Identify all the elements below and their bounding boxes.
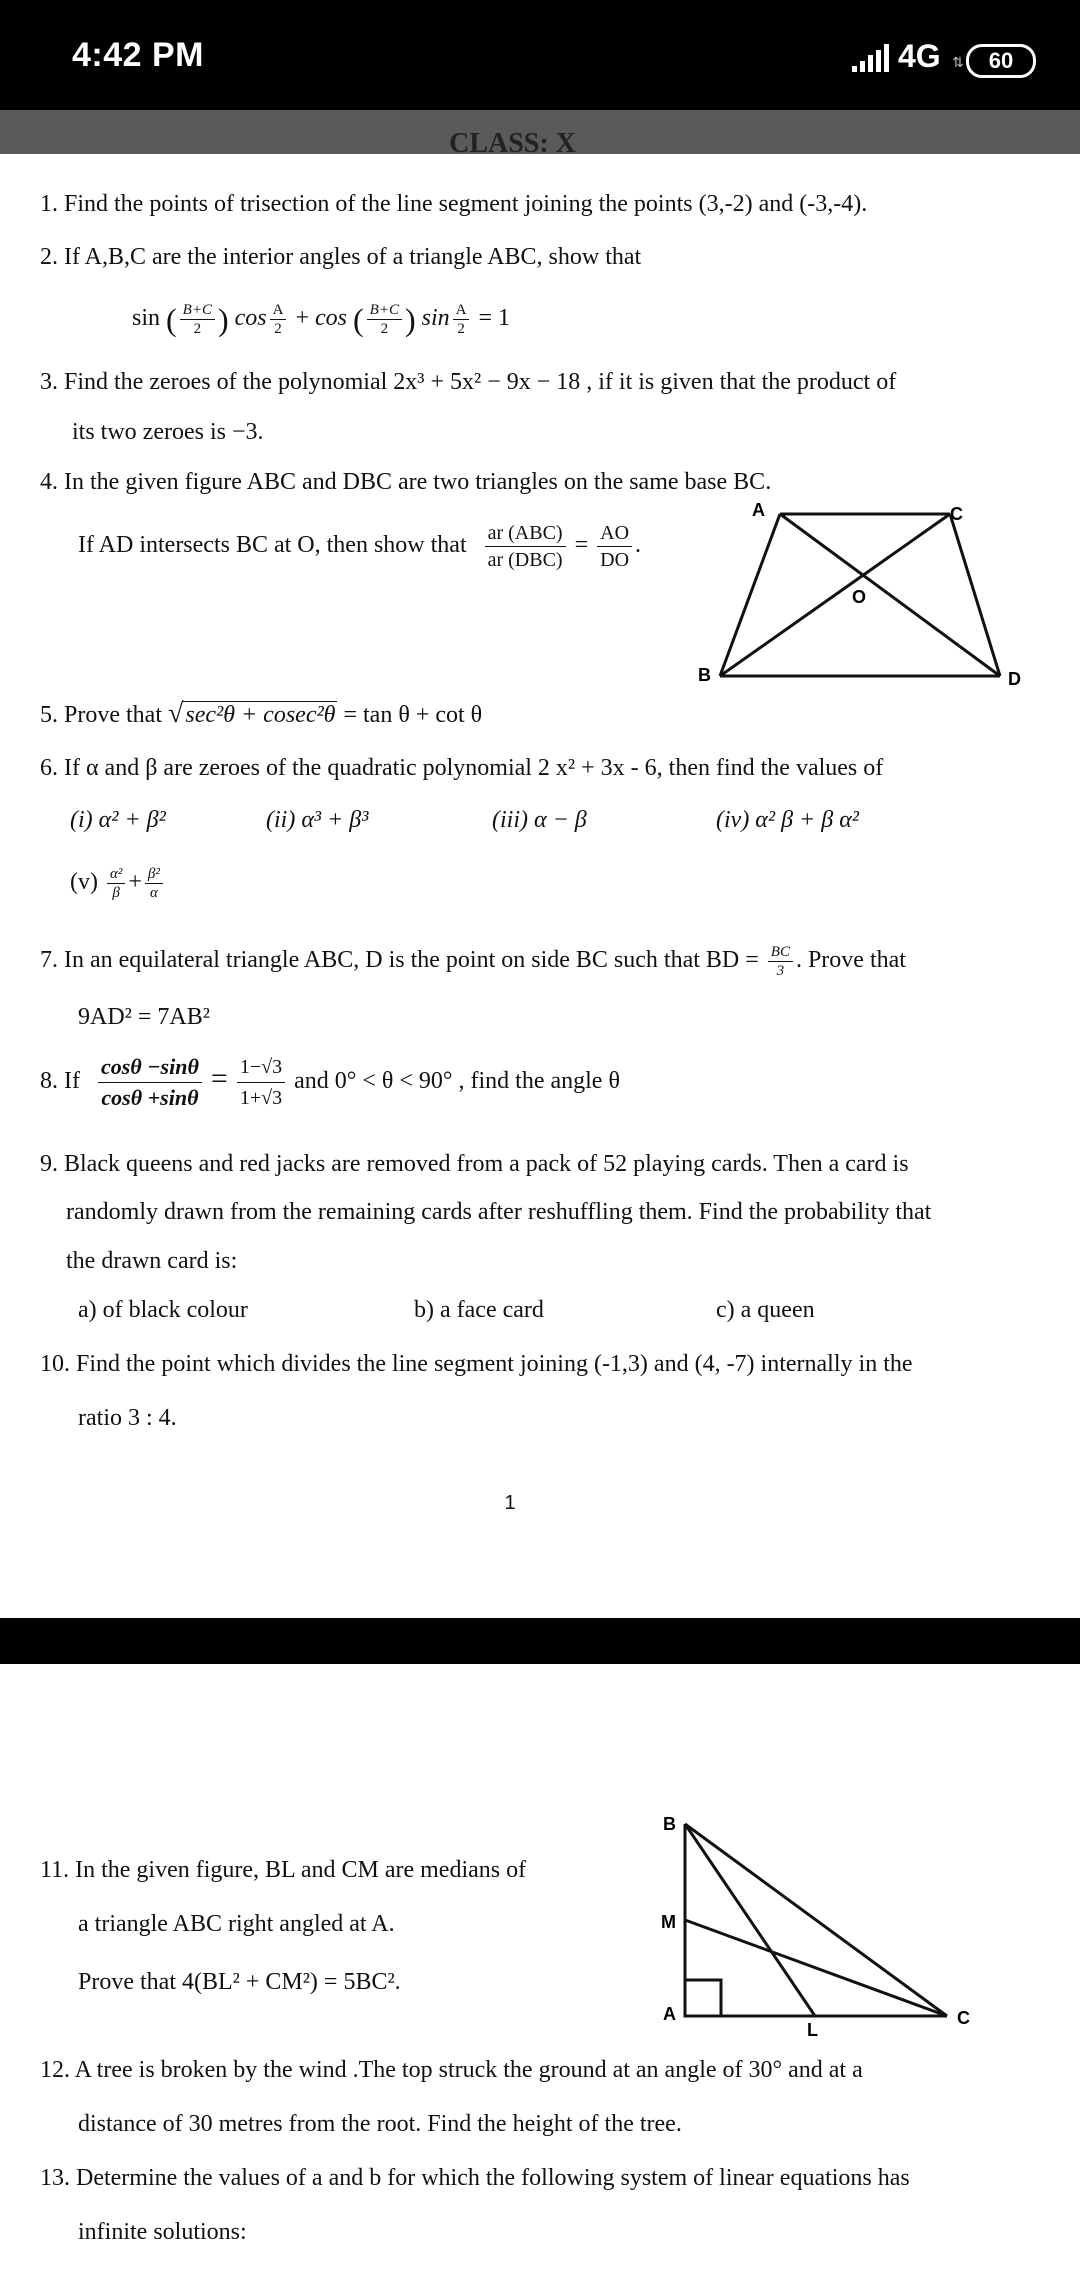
q6-part-i: (i) α² + β² — [70, 807, 166, 833]
q8-right-den: 1+√3 — [239, 1086, 283, 1109]
two-den-4: 2 — [457, 320, 465, 337]
question-13-line-2: infinite solutions: — [78, 2219, 247, 2245]
segment-cd — [950, 514, 1000, 676]
label-c-2: C — [957, 2008, 970, 2028]
question-4-text: If AD intersects BC at O, then show that — [78, 532, 467, 559]
q8-tail: and 0° < θ < 90° , find the angle θ — [294, 1068, 620, 1094]
bc-num-2: B+C — [367, 301, 402, 320]
median-cm — [685, 1920, 947, 2016]
segment-bc — [720, 514, 950, 676]
question-6: 6. If α and β are zeroes of the quadratic polynomial 2 x² + 3x - 6, then find the values of — [40, 755, 884, 781]
question-12-line-1: 12. A tree is broken by the wind .The top struck the ground at an angle of 30° and at a — [40, 2057, 863, 2083]
figure-right-triangle — [655, 1810, 985, 2040]
question-4-line-1: 4. In the given figure ABC and DBC are two triangles on the same base BC. — [40, 469, 772, 495]
ratio-den: ar (DBC) — [487, 549, 563, 571]
label-a: A — [752, 500, 765, 520]
q8-text: 8. If — [40, 1068, 80, 1094]
question-10-line-1: 10. Find the point which divides the line segment joining (-1,3) and (4, -7) internally in the — [40, 1351, 913, 1377]
two-den-3: 2 — [380, 320, 389, 337]
page-separator — [0, 1618, 1080, 1664]
q9-option-a: a) of black colour — [78, 1297, 248, 1323]
question-11-line-2: a triangle ABC right angled at A. — [78, 1911, 395, 1937]
label-a-2: A — [663, 2004, 676, 2024]
q5-radicand: sec²θ + cosec²θ — [185, 702, 336, 728]
q6-v-plus: + — [128, 869, 142, 895]
label-l: L — [807, 2020, 818, 2040]
q6-part-v — [70, 860, 166, 904]
equals-one: = 1 — [478, 305, 511, 331]
q7-text: 7. In an equilateral triangle ABC, D is the point on side BC such that BD = — [40, 947, 759, 973]
a-num-2: A — [453, 301, 470, 320]
q7-frac-den: 3 — [776, 962, 785, 979]
segment-ad — [780, 514, 1000, 676]
label-c: C — [950, 504, 963, 524]
q7-tail: . Prove that — [795, 947, 906, 973]
label-m: M — [661, 1912, 676, 1932]
q6-v-a-num: α² — [107, 865, 125, 884]
question-5-text: 5. Prove that — [40, 702, 162, 728]
cos-text-2: cos — [315, 305, 348, 331]
ratio-equals: = — [574, 532, 589, 559]
q6-part-iii: (iii) α − β — [492, 807, 587, 833]
q8-left-den: cosθ +sinθ — [101, 1084, 199, 1110]
question-9-line-1: 9. Black queens and red jacks are removed from a pack of 52 playing cards. Then a card is — [40, 1151, 909, 1177]
question-13-line-1: 13. Determine the values of a and b for which the following system of linear equations has — [40, 2165, 910, 2191]
question-4-line-2: If AD intersects BC at O, then show that $\frac{\text{ar (ABC)}}{\text{ar (DBC)}}$ = $\frac{AO}{DO}$ . — [78, 522, 642, 571]
label-o: O — [852, 587, 867, 607]
question-11-line-3: Prove that 4(BL² + CM²) = 5BC². — [78, 1969, 401, 1995]
sin-text: sin — [132, 305, 161, 331]
sin-text-2: sin — [421, 305, 450, 331]
bc-num: B+C — [180, 301, 215, 320]
q6-v-a-den: β — [112, 884, 120, 901]
question-9-line-3: the drawn card is: — [66, 1248, 238, 1274]
segment-ab — [720, 514, 780, 676]
network-type: 4G — [898, 38, 941, 74]
a-num: A — [270, 301, 287, 320]
plus-sign: + — [295, 305, 310, 331]
question-3-line-1: 3. Find the zeroes of the polynomial 2x³ + 5x² − 9x − 18 , if it is given that the product of — [40, 369, 897, 395]
q8-equals: = — [210, 1062, 228, 1095]
q6-part-iv: (iv) α² β + β α² — [716, 807, 859, 833]
question-2: 2. If A,B,C are the interior angles of a triangle ABC, show that — [40, 244, 642, 270]
question-9-line-2: randomly drawn from the remaining cards after reshuffling them. Find the probability that — [66, 1199, 932, 1225]
q8-left-num: cosθ −sinθ — [98, 1052, 202, 1083]
class-label: CLASS: X — [449, 128, 576, 159]
right-angle-mark — [685, 1980, 721, 2016]
two-den-2: 2 — [274, 320, 282, 337]
question-5: 5. Prove that √sec²θ + cosec²θ = tan θ + cot θ — [40, 698, 483, 729]
label-b-2: B — [663, 1814, 676, 1834]
q8-right-num: 1−√3 — [237, 1052, 285, 1083]
cos-text: cos — [234, 305, 267, 331]
status-time: 4:42 PM — [72, 36, 204, 74]
question-3-line-2: its two zeroes is −3. — [72, 419, 264, 445]
question-1: 1. Find the points of trisection of the line segment joining the points (3,-2) and (-3,-4). — [40, 191, 868, 217]
question-2-equation: sin ( $\frac{B+C}{2}$ ) cos $\frac{A}{2}$ + cos ( $\frac{B+C}{2}$ ) sin $\frac{A}{2}$ = 1 — [132, 301, 511, 338]
question-7-line-1 — [40, 940, 906, 980]
q6-v-b-den: α — [149, 884, 158, 901]
ratio-num: ar (ABC) — [485, 520, 566, 547]
question-12-line-2: distance of 30 metres from the root. Find the height of the tree. — [78, 2111, 682, 2137]
ao-num: AO — [597, 520, 632, 547]
q9-option-b: b) a face card — [414, 1297, 544, 1323]
q6-part-ii: (ii) α³ + β³ — [266, 807, 369, 833]
signal-icon — [852, 44, 892, 72]
question-11-line-1: 11. In the given figure, BL and CM are medians of — [40, 1857, 527, 1883]
question-8 — [40, 1048, 620, 1113]
q5-rhs: = tan θ + cot θ — [343, 702, 483, 728]
q9-option-c: c) a queen — [716, 1297, 815, 1323]
label-b: B — [698, 665, 711, 685]
battery-icon: 60 — [966, 44, 1036, 78]
figure-quadrilateral — [690, 500, 1030, 690]
q7-frac-num: BC — [768, 943, 793, 962]
do-den: DO — [600, 549, 630, 571]
status-bar — [0, 0, 1080, 110]
question-7-line-2: 9AD² = 7AB² — [78, 1004, 210, 1030]
label-d: D — [1008, 669, 1021, 689]
question-10-line-2: ratio 3 : 4. — [78, 1405, 177, 1431]
q6-v-b-num: β² — [145, 865, 163, 884]
segment-bc — [685, 1824, 947, 2016]
page-number: 1 — [504, 1492, 516, 1514]
data-arrows-icon: ⇅ — [952, 54, 964, 70]
q6-v-label: (v) — [70, 869, 98, 895]
median-bl — [685, 1824, 815, 2016]
two-den: 2 — [193, 320, 202, 337]
